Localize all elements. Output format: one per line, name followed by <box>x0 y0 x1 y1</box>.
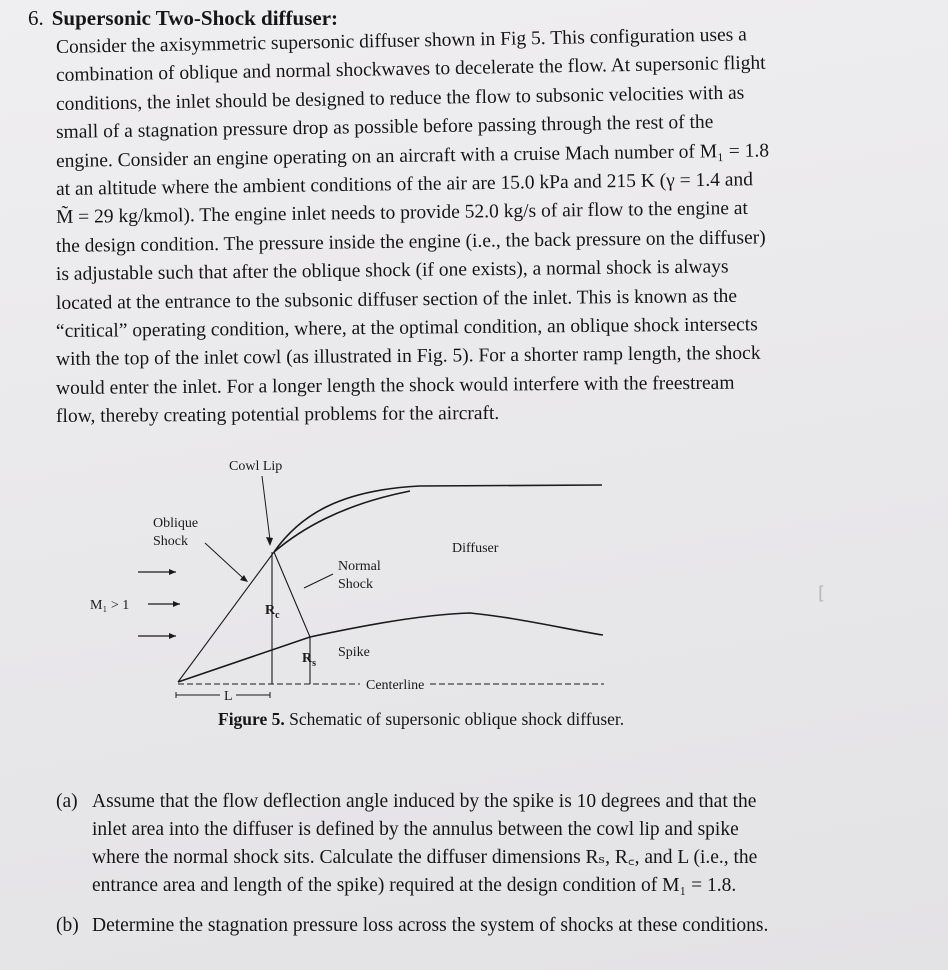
statement-line: with the top of the inlet cowl (as illustrated in Fig. 5). For a shorter ramp length, the shock <box>55 343 761 371</box>
question-line: entrance area and length of the spike) required at the design condition of M₁ = 1.8. <box>92 875 737 896</box>
statement-line: conditions, the inlet should be designed to reduce the flow to subsonic velocities with as <box>55 82 745 115</box>
statement-line: engine. Consider an engine operating on an aircraft with a cruise Mach number of M₁ = 1.8 <box>55 140 770 172</box>
length-label: L <box>224 689 233 704</box>
question-line: where the normal shock sits. Calculate the diffuser dimensions Rₛ, R꜀, and L (i.e., the <box>92 847 758 868</box>
statement-line: “critical” operating condition, where, at the optimal condition, an oblique shock intersects <box>55 314 758 343</box>
length-dimension-line <box>176 692 270 698</box>
problem-statement <box>55 24 936 432</box>
problem-title: Supersonic Two-Shock diffuser: <box>51 6 339 30</box>
normal-shock-pointer <box>304 574 333 588</box>
question-b-body <box>92 912 926 940</box>
oblique-shock-line <box>178 552 274 682</box>
normal-label-line1: Normal <box>338 559 381 574</box>
oblique-label-line1: Oblique <box>153 516 199 531</box>
question-b <box>56 912 926 940</box>
oblique-shock-pointer <box>205 543 243 578</box>
centerline-label: Centerline <box>366 678 425 693</box>
cowl-lip-pointer <box>262 476 270 540</box>
diffuser-schematic <box>0 450 948 750</box>
question-a <box>56 788 926 900</box>
question-line: Assume that the flow deflection angle induced by the spike is 10 degrees and that the <box>92 791 757 812</box>
arrowhead-icon <box>173 601 180 607</box>
normal-label-line2: Shock <box>338 577 373 592</box>
cowl-outer-line <box>274 485 602 552</box>
arrowhead-icon <box>266 537 273 546</box>
question-line: inlet area into the diffuser is defined by the annulus between the cowl lip and spike <box>92 819 739 840</box>
question-a-tag: (a) <box>56 791 78 812</box>
statement-line: would enter the inlet. For a longer length the shock would interfere with the freestream <box>55 372 735 399</box>
statement-line: is adjustable such that after the oblique shock (if one exists), a normal shock is always <box>55 256 729 286</box>
caption-text: Schematic of supersonic oblique shock diffuser. <box>289 709 625 729</box>
margin-mark: [ <box>818 583 826 604</box>
caption-label: Figure 5. <box>218 709 285 729</box>
figure-5 <box>0 450 948 750</box>
rs-label <box>302 651 316 669</box>
problem-number: 6. <box>28 6 44 30</box>
statement-line: Consider the axisymmetric supersonic diffuser shown in Fig 5. This configuration uses a <box>55 24 747 58</box>
diffuser-label: Diffuser <box>452 541 499 556</box>
question-a-body <box>92 788 926 900</box>
figure-caption <box>218 709 624 730</box>
arrowhead-icon <box>169 633 176 639</box>
spike-label: Spike <box>338 645 370 660</box>
problem-heading <box>28 6 338 31</box>
arrowhead-icon <box>169 569 176 575</box>
rs-subscript: s <box>312 658 317 669</box>
rc-label <box>265 603 280 621</box>
rs-letter: R <box>302 651 313 666</box>
spike-line <box>178 613 603 682</box>
statement-line: small of a stagnation pressure drop as possible before passing through the rest of the <box>55 111 714 144</box>
statement-line: combination of oblique and normal shockwaves to decelerate the flow. At supersonic flight <box>55 53 766 87</box>
statement-line: located at the entrance to the subsonic diffuser section of the inlet. This is known as the <box>55 285 738 314</box>
rc-letter: R <box>265 603 276 618</box>
oblique-label-line2: Shock <box>153 534 188 549</box>
statement-line: flow, thereby creating potential problems for the aircraft. <box>55 403 500 428</box>
statement-line: M̃ = 29 kg/kmol). The engine inlet needs to provide 52.0 kg/s of air flow to the engine at <box>55 198 748 229</box>
statement-line: at an altitude where the ambient conditions of the air are 15.0 kPa and 215 K (γ = 1.4 and <box>55 169 754 201</box>
question-line: Determine the stagnation pressure loss across the system of shocks at these conditions. <box>92 915 769 936</box>
question-b-tag: (b) <box>56 915 79 936</box>
mach-label: M₁ > 1 <box>90 598 130 613</box>
cowl-lip-label: Cowl Lip <box>229 459 283 474</box>
normal-shock-line <box>274 552 310 637</box>
rc-subscript: c <box>275 610 280 621</box>
statement-line: the design condition. The pressure inside the engine (i.e., the back pressure on the diffuser) <box>55 227 766 257</box>
